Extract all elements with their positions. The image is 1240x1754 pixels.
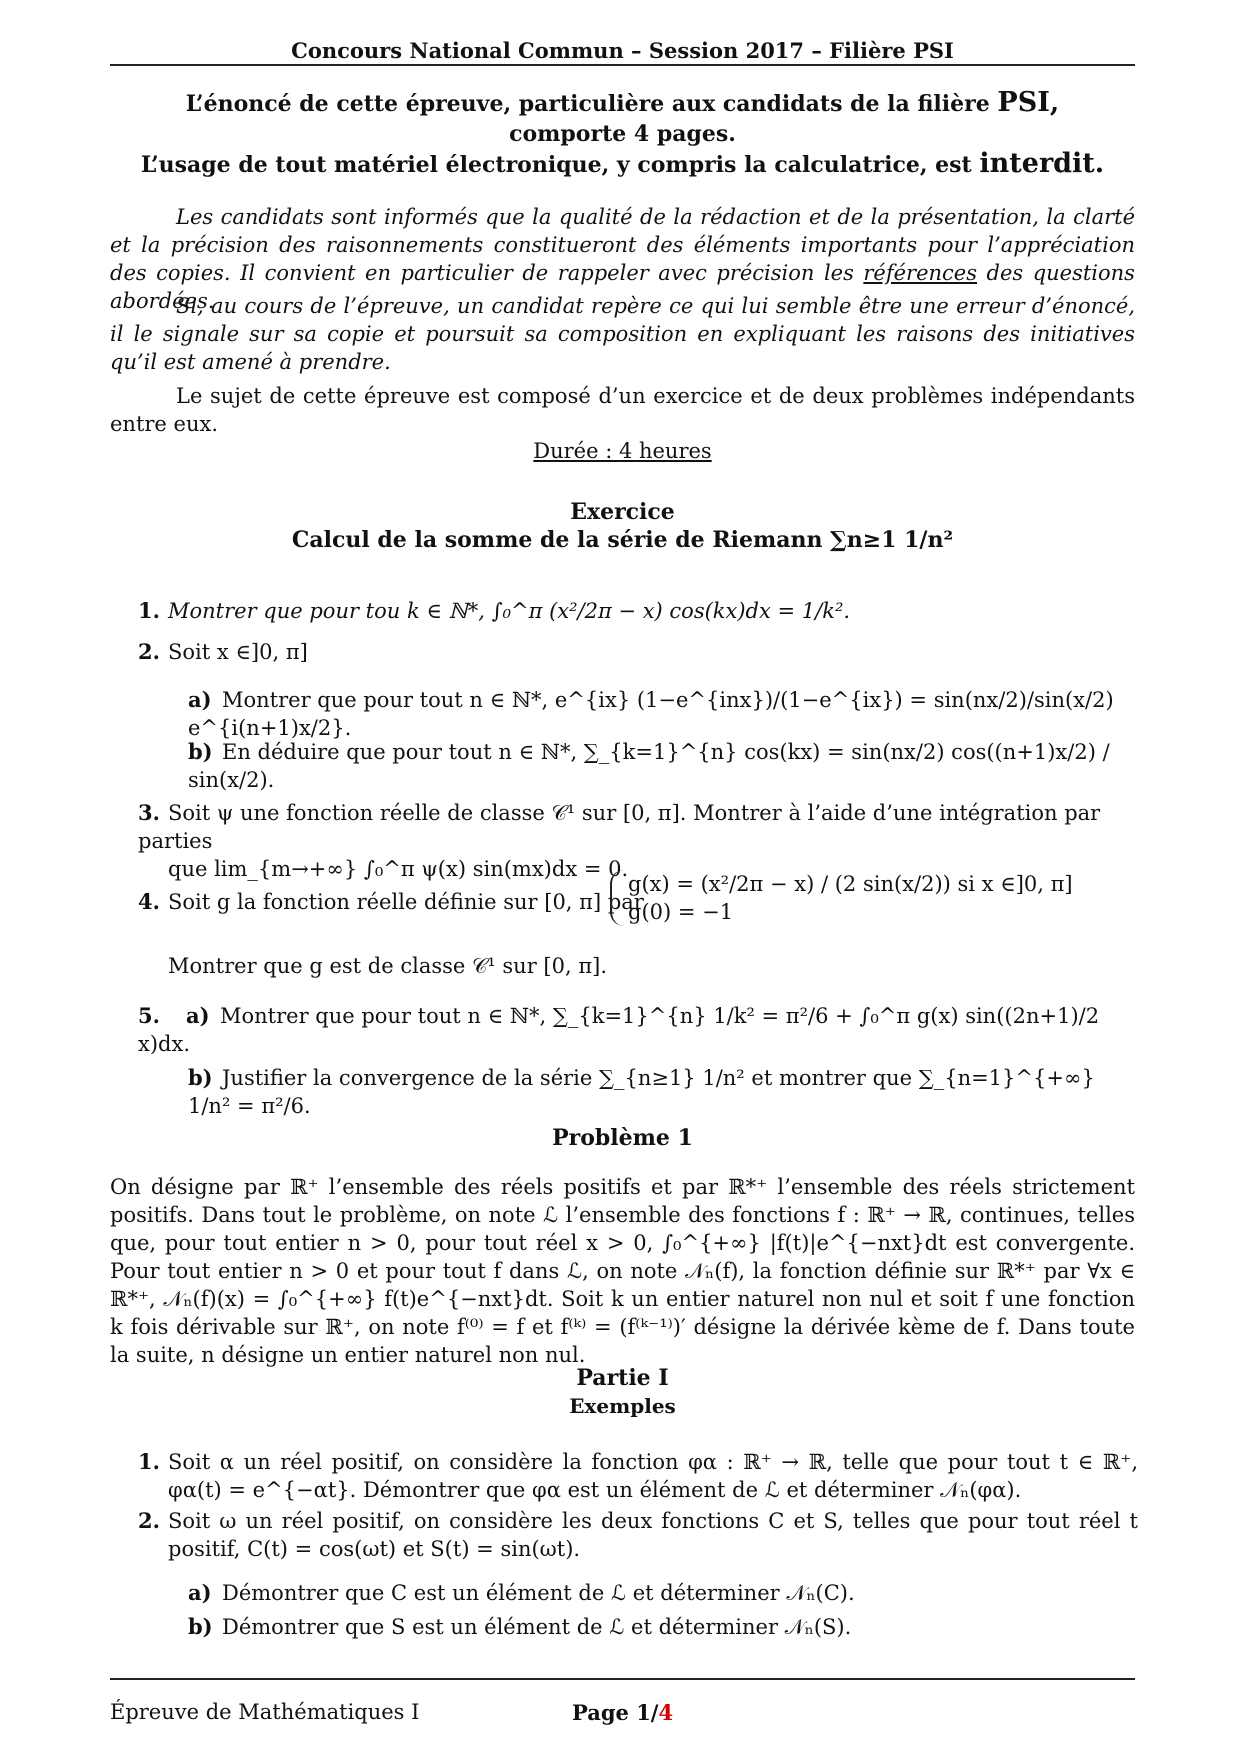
intro-block xyxy=(110,88,1135,180)
exercise-q1: 1. Montrer que pour tou k ∈ ℕ*, ∫₀^π (x²/2π − x) cos(kx)dx = 1/k². xyxy=(138,598,851,623)
part1-q2a: a) Démontrer que C est un élément de ℒ et déterminer 𝒩ₙ(C). xyxy=(188,1580,855,1605)
part1-title: Partie I xyxy=(576,1365,669,1391)
part1-q2b: b) Démontrer que S est un élément de ℒ et déterminer 𝒩ₙ(S). xyxy=(188,1614,852,1639)
exercise-subtitle: Calcul de la somme de la série de Riemann ∑n≥1 1/n² xyxy=(291,527,954,553)
exercise-q5b: b) Justifier la convergence de la série ∑_{n≥1} 1/n² et montrer que ∑_{n=1}^{+∞} 1/n² = π²/6. xyxy=(188,1065,1095,1118)
references-underlined: références xyxy=(863,261,978,285)
exercise-q3: 3. Soit ψ une fonction réelle de classe 𝒞¹ sur [0, π]. Montrer à l’aide d’une intégration par parties que lim_{m→+∞} ∫₀^π ψ(x) sin(mx)dx = 0. xyxy=(138,800,1101,881)
exercise-q4-cases: g(x) = (x²/2π − x) / (2 sin(x/2)) si x ∈]0, π] g(0) = −1 xyxy=(610,870,1078,926)
duration: Durée : 4 heures xyxy=(533,439,712,463)
intro-line-1: L’énoncé de cette épreuve, particulière aux candidats de la filière PSI, xyxy=(185,87,1060,118)
intro-line-2: comporte 4 pages. xyxy=(509,121,736,147)
part1-q1: 1. Soit α un réel positif, on considère la fonction φα : ℝ⁺ → ℝ, telle que pour tout t ∈ ℝ⁺, φα(t) = e^{−αt}. Démontrer que φα est un élément de ℒ et déterminer 𝒩ₙ(φα). xyxy=(138,1449,1138,1502)
notice-paragraph-2: Si, au cours de l’épreuve, un candidat repère ce qui lui semble être une erreur d’énoncé, il le signale sur sa copie et poursuit sa composition en expliquant les raisons des initiatives qu’il est amené à prendre. xyxy=(110,294,1135,374)
footer-rule xyxy=(110,1678,1135,1680)
part1-subtitle: Exemples xyxy=(569,1394,676,1418)
notice-paragraph-3: Le sujet de cette épreuve est composé d’un exercice et de deux problèmes indépendants entre eux. xyxy=(110,384,1135,436)
exercise-q2a: a) Montrer que pour tout n ∈ ℕ*, e^{ix} (1−e^{inx})/(1−e^{ix}) = sin(nx/2)/sin(x/2) e^{i(n+1)x/2}. xyxy=(188,687,1114,740)
page-number: Page 1/4 xyxy=(572,1700,674,1725)
exercise-title: Exercice xyxy=(570,499,675,525)
intro-line-3: L’usage de tout matériel électronique, y compris la calculatrice, est interdit. xyxy=(140,148,1105,179)
exercise-q2: 2. Soit x ∈]0, π] xyxy=(138,639,308,664)
problem1-text: On désigne par ℝ⁺ l’ensemble des réels positifs et par ℝ*⁺ l’ensemble des réels strictement positifs. Dans tout le problème, on note ℒ l’ensemble des fonctions f : ℝ⁺ → ℝ, continues, telles que, pour tout entier n > 0, pour tout réel x > 0, ∫₀^{+∞} |f(t)|e^{−nxt}dt est convergente. Pour tout entier n > 0 et pour tout f dans ℒ, on note 𝒩ₙ(f), la fonction définie sur ℝ*⁺ par ∀x ∈ ℝ*⁺, 𝒩ₙ(f)(x) = ∫₀^{+∞} f(t)e^{−nxt}dt. Soit k un entier naturel non nul et soit f une fonction k fois dérivable sur ℝ⁺, on note f⁽⁰⁾ = f et f⁽ᵏ⁾ = (f⁽ᵏ⁻¹⁾)′ désigne la dérivée kème de f. Dans toute la suite, n désigne un entier naturel non nul. xyxy=(110,1175,1135,1367)
notice-paragraph-1: Les candidats sont informés que la qualité de la rédaction et de la présentation, la clarté et la précision des raisonnements constitueront des éléments importants pour l’appréciation des copies. Il convient en particulier de rappeler avec précision les références des questions abordées. xyxy=(110,205,1135,313)
exercise-q4-question: Montrer que g est de classe 𝒞¹ sur [0, π]. xyxy=(168,954,607,978)
header-title: Concours National Commun – Session 2017 – Filière PSI xyxy=(291,38,954,63)
footer-subject: Épreuve de Mathématiques I xyxy=(110,1700,420,1724)
exercise-q4: 4. Soit g la fonction réelle définie sur [0, π] par xyxy=(138,889,644,914)
problem1-title: Problème 1 xyxy=(552,1125,693,1151)
exam-page xyxy=(110,0,1138,1754)
header-rule xyxy=(110,64,1135,66)
exercise-q2b: b) En déduire que pour tout n ∈ ℕ*, ∑_{k=1}^{n} cos(kx) = sin(nx/2) cos((n+1)x/2) / sin(x/2). xyxy=(188,739,1110,792)
exercise-q5a: 5. a) Montrer que pour tout n ∈ ℕ*, ∑_{k=1}^{n} 1/k² = π²/6 + ∫₀^π g(x) sin((2n+1)/2 x)dx. xyxy=(138,1003,1100,1056)
part1-q2: 2. Soit ω un réel positif, on considère les deux fonctions C et S, telles que pour tout réel t positif, C(t) = cos(ωt) et S(t) = sin(ωt). xyxy=(138,1508,1138,1561)
